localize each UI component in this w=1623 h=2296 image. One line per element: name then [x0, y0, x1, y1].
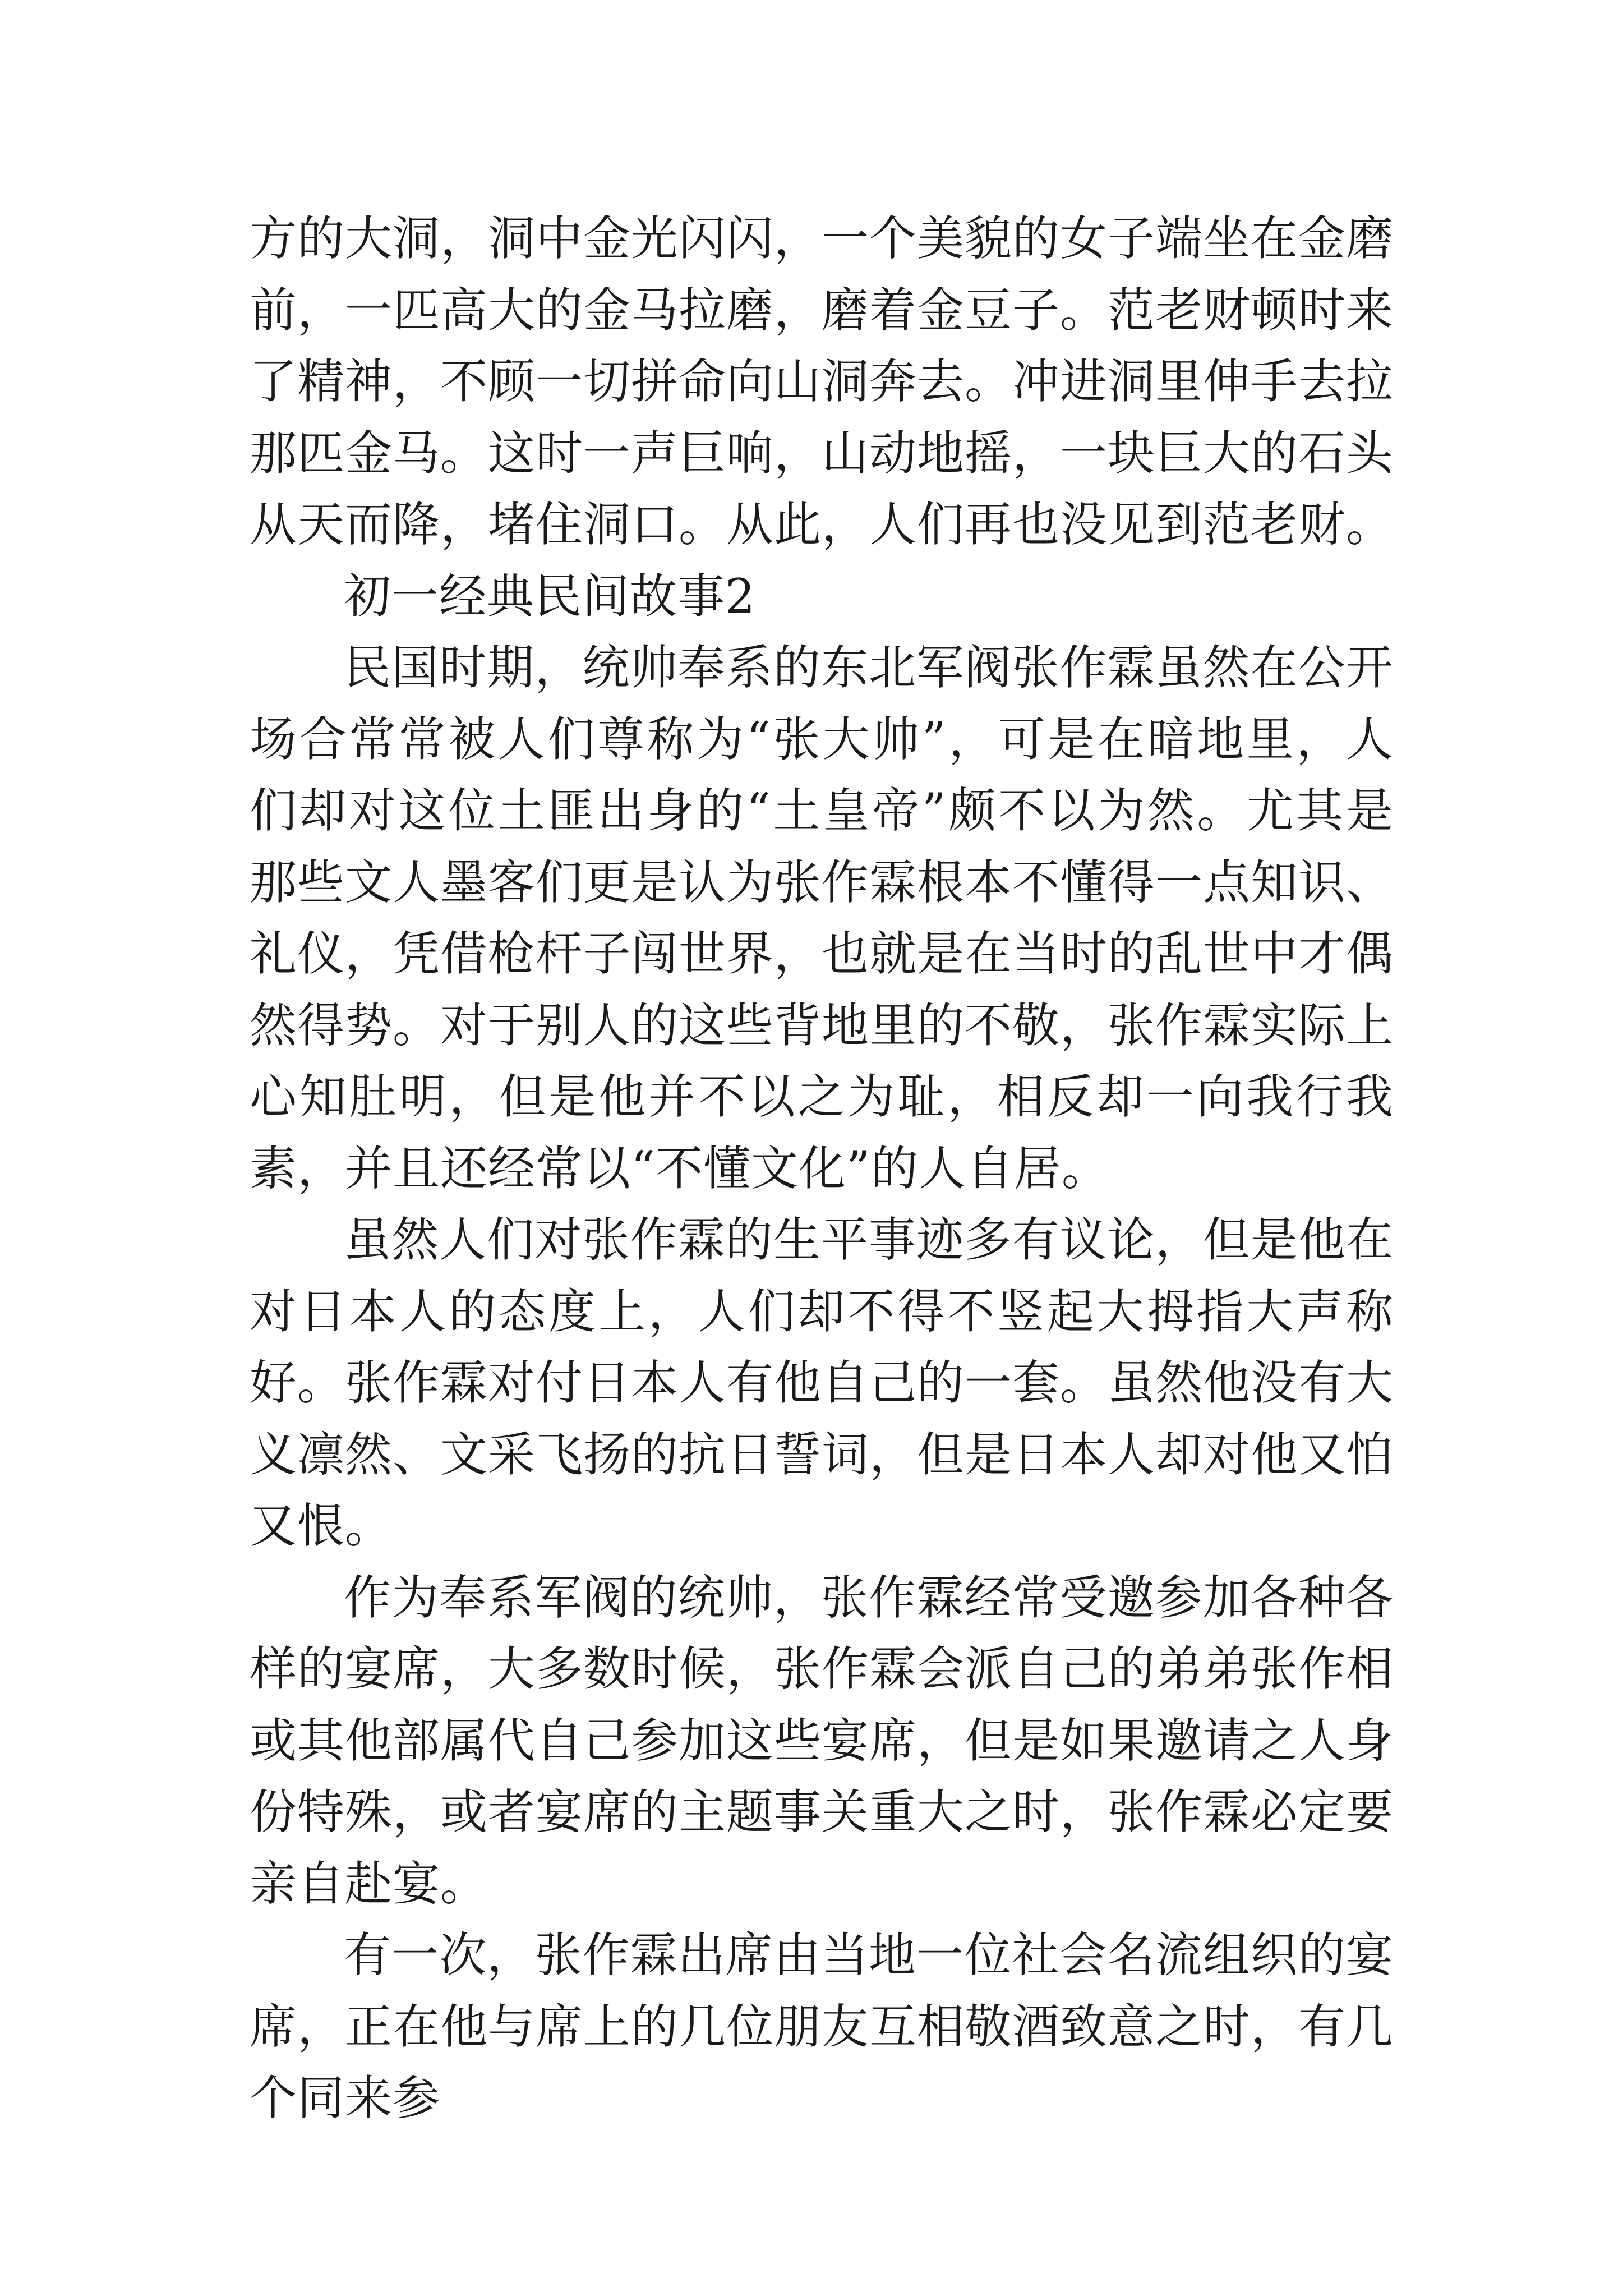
paragraph-4: 作为奉系军阀的统帅，张作霖经常受邀参加各种各样的宴席，大多数时候，张作霖会派自己的弟弟张作相或其他部属代自己参加这些宴席，但是如果邀请之人身份特殊，或者宴席的主题事关重大之时，张作霖必定要亲自赴宴。: [250, 1570, 1394, 1911]
document-page: [250, 203, 1394, 2134]
paragraph-5: 有一次，张作霖出席由当地一位社会名流组织的宴席，正在他与席上的几位朋友互相敬酒致意之时，有几个同来参: [250, 1927, 1394, 2125]
section-heading: 初一经典民间故事2: [344, 568, 756, 624]
paragraph-1: 方的大洞，洞中金光闪闪，一个美貌的女子端坐在金磨前，一匹高大的金马拉磨，磨着金豆子。范老财顿时来了精神，不顾一切拼命向山洞奔去。冲进洞里伸手去拉那匹金马。这时一声巨响，山动地摇，一块巨大的石头从天而降，堵住洞口。从此，人们再也没见到范老财。: [250, 211, 1394, 552]
paragraph-3: 虽然人们对张作霖的生平事迹多有议论，但是他在对日本人的态度上，人们却不得不竖起大拇指大声称好。张作霖对付日本人有他自己的一套。虽然他没有大义凛然、文采飞扬的抗日誓词，但是日本人却对他又怕又恨。: [250, 1212, 1394, 1553]
paragraph-2: 民国时期，统帅奉系的东北军阀张作霖虽然在公开场合常常被人们尊称为“张大帅”，可是在暗地里，人们却对这位土匪出身的“土皇帝”颇不以为然。尤其是那些文人墨客们更是认为张作霖根本不懂得一点知识、礼仪，凭借枪杆子闯世界，也就是在当时的乱世中才偶然得势。对于别人的这些背地里的不敬，张作霖实际上心知肚明，但是他并不以之为耻，相反却一向我行我素，并且还经常以“不懂文化”的人自居。: [250, 640, 1394, 1196]
